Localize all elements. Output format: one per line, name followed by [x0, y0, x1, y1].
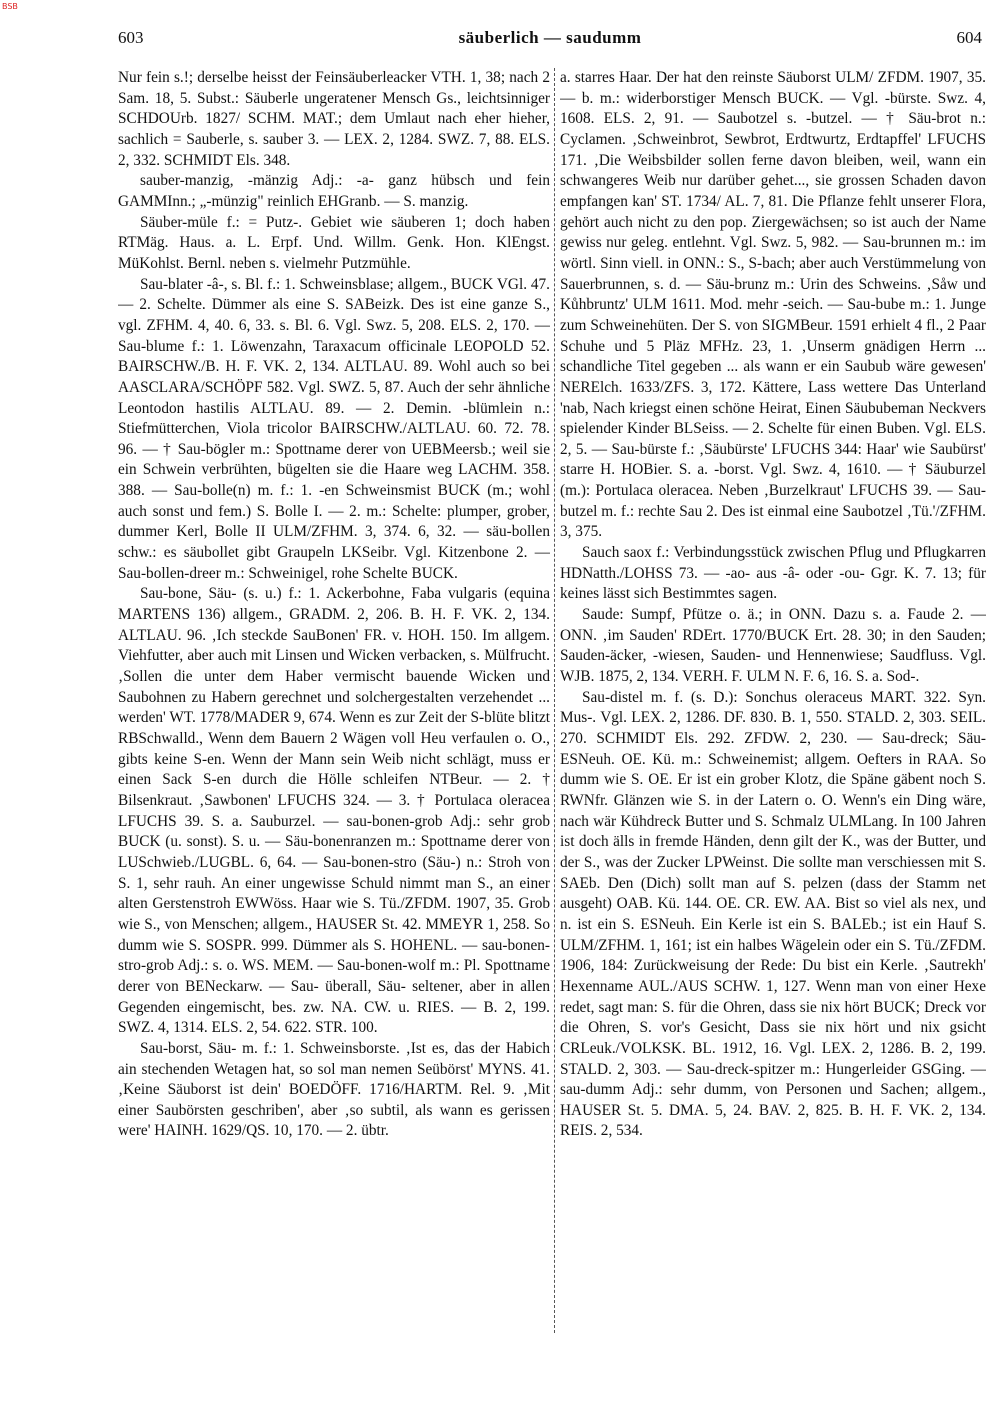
entry-sauber-manzig: sauber-manzig, -mänzig Adj.: -a- ganz hübsch und fein GAMMInn.; „-münzig" reinlich EHGranb. — S. manzig.: [118, 172, 550, 210]
entry-sau-distel: Sau-distel m. f. (s. D.): Sonchus oleraceus MART. 322. Syn. Mus-. Vgl. LEX. 2, 1286. DF. 830. B. 1, 550. STALD. 2, 303. SEIL. 270. SCHMIDT Els. 292. ZFDW. 2, 230. — Sau-dreck; Säu- ESNeuh. OE. Kü. m.: Schweinemist; allgem. Oefters in RAA. So dumm wie S. OE. Er ist ein grober Klotz, die Späne gäbent noch S. RWNfr. Glänzen wie S. in der Latern o. O. Wenn's ein Ding wäre, nach wär Kühdreck Butter und S. Schmalz ULMLang. In 100 Jahren ist doch älls in fremde Händen, denn gilt der K., was der Butter, und der S., was der Zucker LPWeinst. Die sollte man verschiessen mit S. SAEb. Den (Dich) sollt man auf S. pelzen (dass der Stamm net ausgeht) OAB. Kü. 144. OE. CR. EW. AA. Bist so viel als nex, und n. ist ein S. ESNeuh. Ein Kerle ist ein S. BALEb.; ist ein Hauf S. ULM/ZFHM. 1, 161; ist ein halbes Wägelein oder ein S. Tü./ZFDM. 1906, 184: Zurückweisung der Rede: Du bist ein Kerle. ‚Sautrekh' Hexenname AUL./AUS SCHW. 1, 127. Wenn man von einer Hexe redet, sagt man: S. für die Ohren, dass sie nix hört BUCK; Dreck vor die Ohren, S. vor's Gesicht, Dass sie nix hört und nix gsicht CRLeuk./VOLKSK. BL. 1912, 16. Vgl. LEX. 2, 1286. B. 2, 199. STALD. 2, 303. — Sau-dreck-spitzer m.: Hungerleider GSGing. — sau-dumm Adj.: sehr dumm, von Personen und Sachen; allgem., HAUSER St. 5. DMA. 5, 24. BAV. 2, 825. B. H. F. VK. 2, 134. REIS. 2, 534.: [560, 688, 986, 1140]
page-header: [118, 28, 982, 52]
entry-saude: Saude: Sumpf, Pfütze o. ä.; in ONN. Dazu s. a. Faude 2. — ONN. ‚im Sauden' RDErt. 1770/BUCK Ert. 28. 30; in den Sauden; Sauden-äcker, -wiesen, Sauden- und Hennenwiese; Saudfluss. Vgl. WJB. 1875, 2, 134. VERH. F. ULM N. F. 6, 16. S. a. Sod-.: [560, 606, 986, 686]
entry-sau-bone: Sau-bone, Säu- (s. u.) f.: 1. Ackerbohne, Faba vulgaris (equina MARTENS 136) allgem., GRADM. 2, 206. B. H. F. VK. 2, 134. ALTLAU. 96. ‚Ich steckde SauBonen' FR. v. HOH. 150. Im allgem. Viehfutter, aber auch mit Linsen und Wicken verbacken, s. Mülfrucht. ‚Sollen die unter dem Haber vermischt bauende Wicken und Saubohnen zu Habern gerechnet und solchergestalten verzehendet ... werden' WT. 1778/MADER 9, 674. Wenn es zur Zeit der S-blüte blitzt RBSchwalld., Wenn dem Bauern 2 Wägen voll Heu verfaulen o. O., gibts keine S-en. Wenn der Mann sein Weib nicht schlägt, muss er einen Sack S-en durch die Hölle schleifen NTBeur. — 2. † Bilsenkraut. ‚Sawbonen' LFUCHS 324. — 3. † Portulaca oleracea LFUCHS 39. S. a. Sauburzel. — sau-bonen-grob Adj.: sehr grob BUCK (u. sonst). S. u. — Säu-bonenranzen m.: Spottname derer von LUSchwieb./LUGBL. 6, 64. — Sau-bonen-stro (Säu-) n.: Stroh von S. 1, sehr rauh. An einer ungewisse Schuld nimmt man S., an einer alten Gerstenstroh EWWöss. Haar wie S. Tü./ZFDM. 1907, 35. Grob wie S., von Menschen; allgem., HAUSER St. 42. MMEYR 1, 258. So dumm wie S. SOSPR. 999. Dümmer als S. HOHENL. — sau-bonen-stro-grob Adj.: s. o. WS. MEM. — Sau-bonen-wolf m.: Pl. Spottname derer von BENeckarw. — Sau- überall, Säu- seltener, aber in allen Gegenden eingemischt, bes. zw. NA. CW. u. RIES. — B. 2, 199. SWZ. 4, 1314. ELS. 2, 54. 622. STR. 100.: [118, 585, 550, 1037]
right-column: [560, 68, 986, 1418]
entry-säuber-müle: Säuber-müle f.: = Putz-. Gebiet wie säuberen 1; doch haben RTMäg. Haus. a. L. Erpf. Und. Willm. Genk. Hon. KlEngst. MüKohlst. Bernl. neben s. vielmehr Putzmühle.: [118, 213, 550, 272]
library-stamp: BSB: [2, 2, 18, 11]
page-number-left: 603: [118, 28, 144, 47]
column-divider: [554, 68, 555, 1333]
entry-sau-borst: Sau-borst, Säu- m. f.: 1. Schweinsborste. ‚Ist es, das der Habich ain stechenden Wetagen hat, so sol man nemen Seübörst' MYNS. 41. ‚Keine Säuborst ist dein' BOEDÖFF. 1716/HARTM. Rel. 9. ‚Mit einer Saubörsten geschriben', aber ‚so subtil, als wann es gerissen were' HAINH. 1629/QS. 10, 170. — 2. übtr.: [118, 1039, 550, 1140]
entry-sau-blater: Sau-blater -â-, s. Bl. f.: 1. Schweinsblase; allgem., BUCK VGl. 47. — 2. Schelte. Dümmer als eine S. SABeizk. Des ist eine ganze S., vgl. ZFHM. 4, 40. 6, 33. s. Bl. 6. Vgl. Swz. 5, 208. ELS. 2, 170. — Sau-blume f.: 1. Löwenzahn, Taraxacum officinale LEOPOLD 52. BAIRSCHW./B. H. F. VK. 2, 134. ALTLAU. 89. Wohl auch so bei AASCLARA/SCHÖPF 582. Vgl. SWZ. 5, 87. Auch der sehr ähnliche Leontodon hastilis ALTLAU. 89. — 2. Demin. -blümlein n.: Stiefmütterchen, Viola tricolor BAIRSCHW./ALTLAU. 60. 72. 78. 96. — † Sau-bögler m.: Spottname derer von UEBMeersb.; weil sie ein Schwein verbrühten, bügelten sie die Haare weg LACHM. 358. 388. — Sau-bolle(n) m. f.: 1. -en Schweinsmist BUCK (m.; wohl auch sonst und fem.) S. Bolle I. — 2. m.: Schelte: plumper, grober, dummer Kerl, Bolle II ULM/ZFHM. 3, 374. 6, 32. — säu-bollen schw.: es säubollet gibt Graupeln LKSeibr. Vgl. Kitzenbone 2. — Sau-bollen-dreer m.: Schweinigel, rohe Schelte BUCK.: [118, 275, 550, 582]
left-column: [118, 68, 550, 1418]
page-number-right: 604: [956, 28, 982, 47]
running-head: säuberlich — saudumm: [458, 28, 642, 47]
entry-sau-borst-cont: a. starres Haar. Der hat den reinste Säuborst ULM/ ZFDM. 1907, 35. — b. m.: widerborstiger Mensch BUCK. — Vgl. -bürste. Swz. 4, 1608. ELS. 2, 91. — Saubotzel s. -butzel. — † Säu-brot n.: Cyclamen. ‚Schweinbrot, Sewbrot, Erdtwurtz, Erdtapffel' LFUCHS 171. ‚Die Weibsbilder sollen ferne davon bleiben, weil, wann ein schwangeres Weib nur darüber gehet..., sie grossen Schaden davon empfangen kan' ST. 1734/ AL. 7, 81. Die Pflanze fehlt unserer Flora, gehört auch nicht zu den pop. Ziergewächsen; so ist auch der Name gewiss nur geleg. entlehnt. Vgl. Swz. 5, 982. — Sau-brunnen m.: im wörtl. Sinn viell. in ONN.: S., S-bach; aber auch Verstümmelung von Sauerbrunnen, s. d. — Säu-brunz m.: Urin des Schweins. ‚Såw und Kůhbruntz' ULM 1611. Mod. mehr -seich. — Sau-bube m.: 1. Junge zum Schweinehüten. Der S. von SIGMBeur. 1591 erhielt 4 fl., 2 Paar Schuhe und 5 Pläz MFHz. 23, 1. ‚Unserm gnädigen Herrn ... schandliche Titel gegeben ... als wann er ein Saubub wäre gewesen' NERElch. 1633/ZFS. 3, 172. Kättere, Lass wettere Das Unterland 'nab, Nach kriegst einen schöne Heirat, Einen Säububeman Neckvers spielender Kinder BLSeiss. — 2. Schelte für einen Buben. Vgl. ELS. 2, 5. — Sau-bürste f.: ‚Säubürste' LFUCHS 344: Haar' wie Saubürst' starre H. HOBier. S. a. -borst. Vgl. Swz. 4, 1610. — † Säuburzel (m.): Portulaca oleracea. Neben ‚Burzelkraut' LFUCHS 39. — Sau-butzel m. f.: rechte Sau 2. Des ist einmal eine Saubotzel ‚Tü.'/ZFHM. 3, 375.: [560, 69, 986, 541]
entry-feinsäuberle: Nur fein s.!; derselbe heisst der Feinsäuberleacker VTH. 1, 38; nach 2 Sam. 18, 5. Subst.: Säuberle ungeratener Mensch Gs., leichtsinniger SCHDOUrb. 1827/ SCHM. MAT.; dem Umlaut nach eher hieher, sachlich = Sauberle, s. sauber 3. — LEX. 2, 1284. SWZ. 7, 88. ELS. 2, 332. SCHMIDT Els. 348.: [118, 69, 550, 169]
entry-sauch: Sauch saox f.: Verbindungsstück zwischen Pflug und Pflugkarren HDNatth./LOHSS 73. — -ao- aus -â- oder -ou- Ggr. K. 7. 13; für keines lässt sich Bestimmtes sagen.: [560, 544, 986, 603]
